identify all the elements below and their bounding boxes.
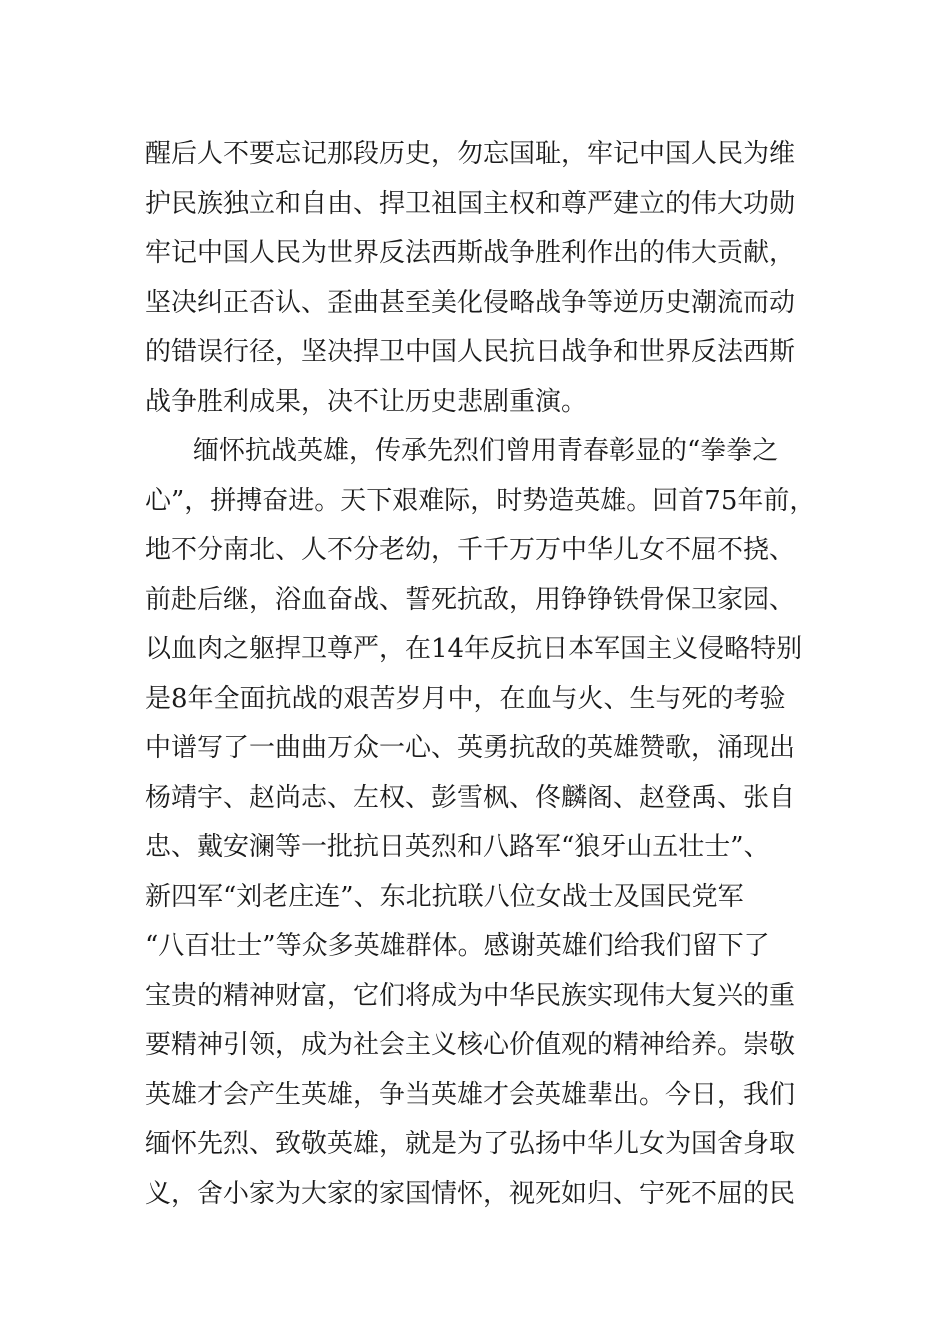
text-line: 以血肉之躯捍卫尊严，在14年反抗日本军国主义侵略特别 bbox=[145, 634, 803, 664]
body-text bbox=[145, 130, 835, 1219]
text-line: 中谱写了一曲曲万众一心、英勇抗敌的英雄赞歌，涌现出 bbox=[145, 733, 796, 763]
text-line: 忠、戴安澜等一批抗日英烈和八路军“狼牙山五壮士”、 bbox=[145, 832, 770, 862]
text-line: 宝贵的精神财富，它们将成为中华民族实现伟大复兴的重 bbox=[145, 980, 796, 1011]
text-line: 心”，拼搏奋进。天下艰难际，时势造英雄。回首75年前， bbox=[145, 485, 816, 516]
text-line: 英雄才会产生英雄，争当英雄才会英雄辈出。今日，我们 bbox=[145, 1079, 796, 1110]
text-line: 杨靖宇、赵尚志、左权、彭雪枫、佟麟阁、赵登禹、张自 bbox=[145, 782, 796, 813]
text-line: 新四军“刘老庄连”、东北抗联八位女战士及国民党军 bbox=[145, 881, 744, 912]
text-line: 醒后人不要忘记那段历史，勿忘国耻，牢记中国人民为维 bbox=[145, 139, 796, 169]
paragraph-start-line: 缅怀抗战英雄，传承先烈们曾用青春彰显的“拳拳之 bbox=[193, 436, 779, 466]
text-line: 要精神引领，成为社会主义核心价值观的精神给养。崇敬 bbox=[145, 1030, 796, 1060]
text-line: 战争胜利成果，决不让历史悲剧重演。 bbox=[145, 386, 588, 417]
text-line: 义，舍小家为大家的家国情怀，视死如归、宁死不屈的民 bbox=[145, 1178, 796, 1209]
text-line: 前赴后继，浴血奋战、誓死抗敌，用铮铮铁骨保卫家园、 bbox=[145, 584, 796, 615]
text-line: 地不分南北、人不分老幼，千千万万中华儿女不屈不挠、 bbox=[145, 535, 796, 565]
text-line: “八百壮士”等众多英雄群体。感谢英雄们给我们留下了 bbox=[145, 931, 770, 961]
text-line: 护民族独立和自由、捍卫祖国主权和尊严建立的伟大功勋 bbox=[145, 188, 796, 219]
text-line: 牢记中国人民为世界反法西斯战争胜利作出的伟大贡献， bbox=[145, 238, 796, 268]
text-line: 的错误行径，坚决捍卫中国人民抗日战争和世界反法西斯 bbox=[145, 337, 796, 367]
text-line: 坚决纠正否认、歪曲甚至美化侵略战争等逆历史潮流而动 bbox=[145, 287, 796, 318]
text-line: 是8年全面抗战的艰苦岁月中，在血与火、生与死的考验 bbox=[145, 683, 786, 714]
text-line: 缅怀先烈、致敬英雄，就是为了弘扬中华儿女为国舍身取 bbox=[145, 1129, 796, 1159]
